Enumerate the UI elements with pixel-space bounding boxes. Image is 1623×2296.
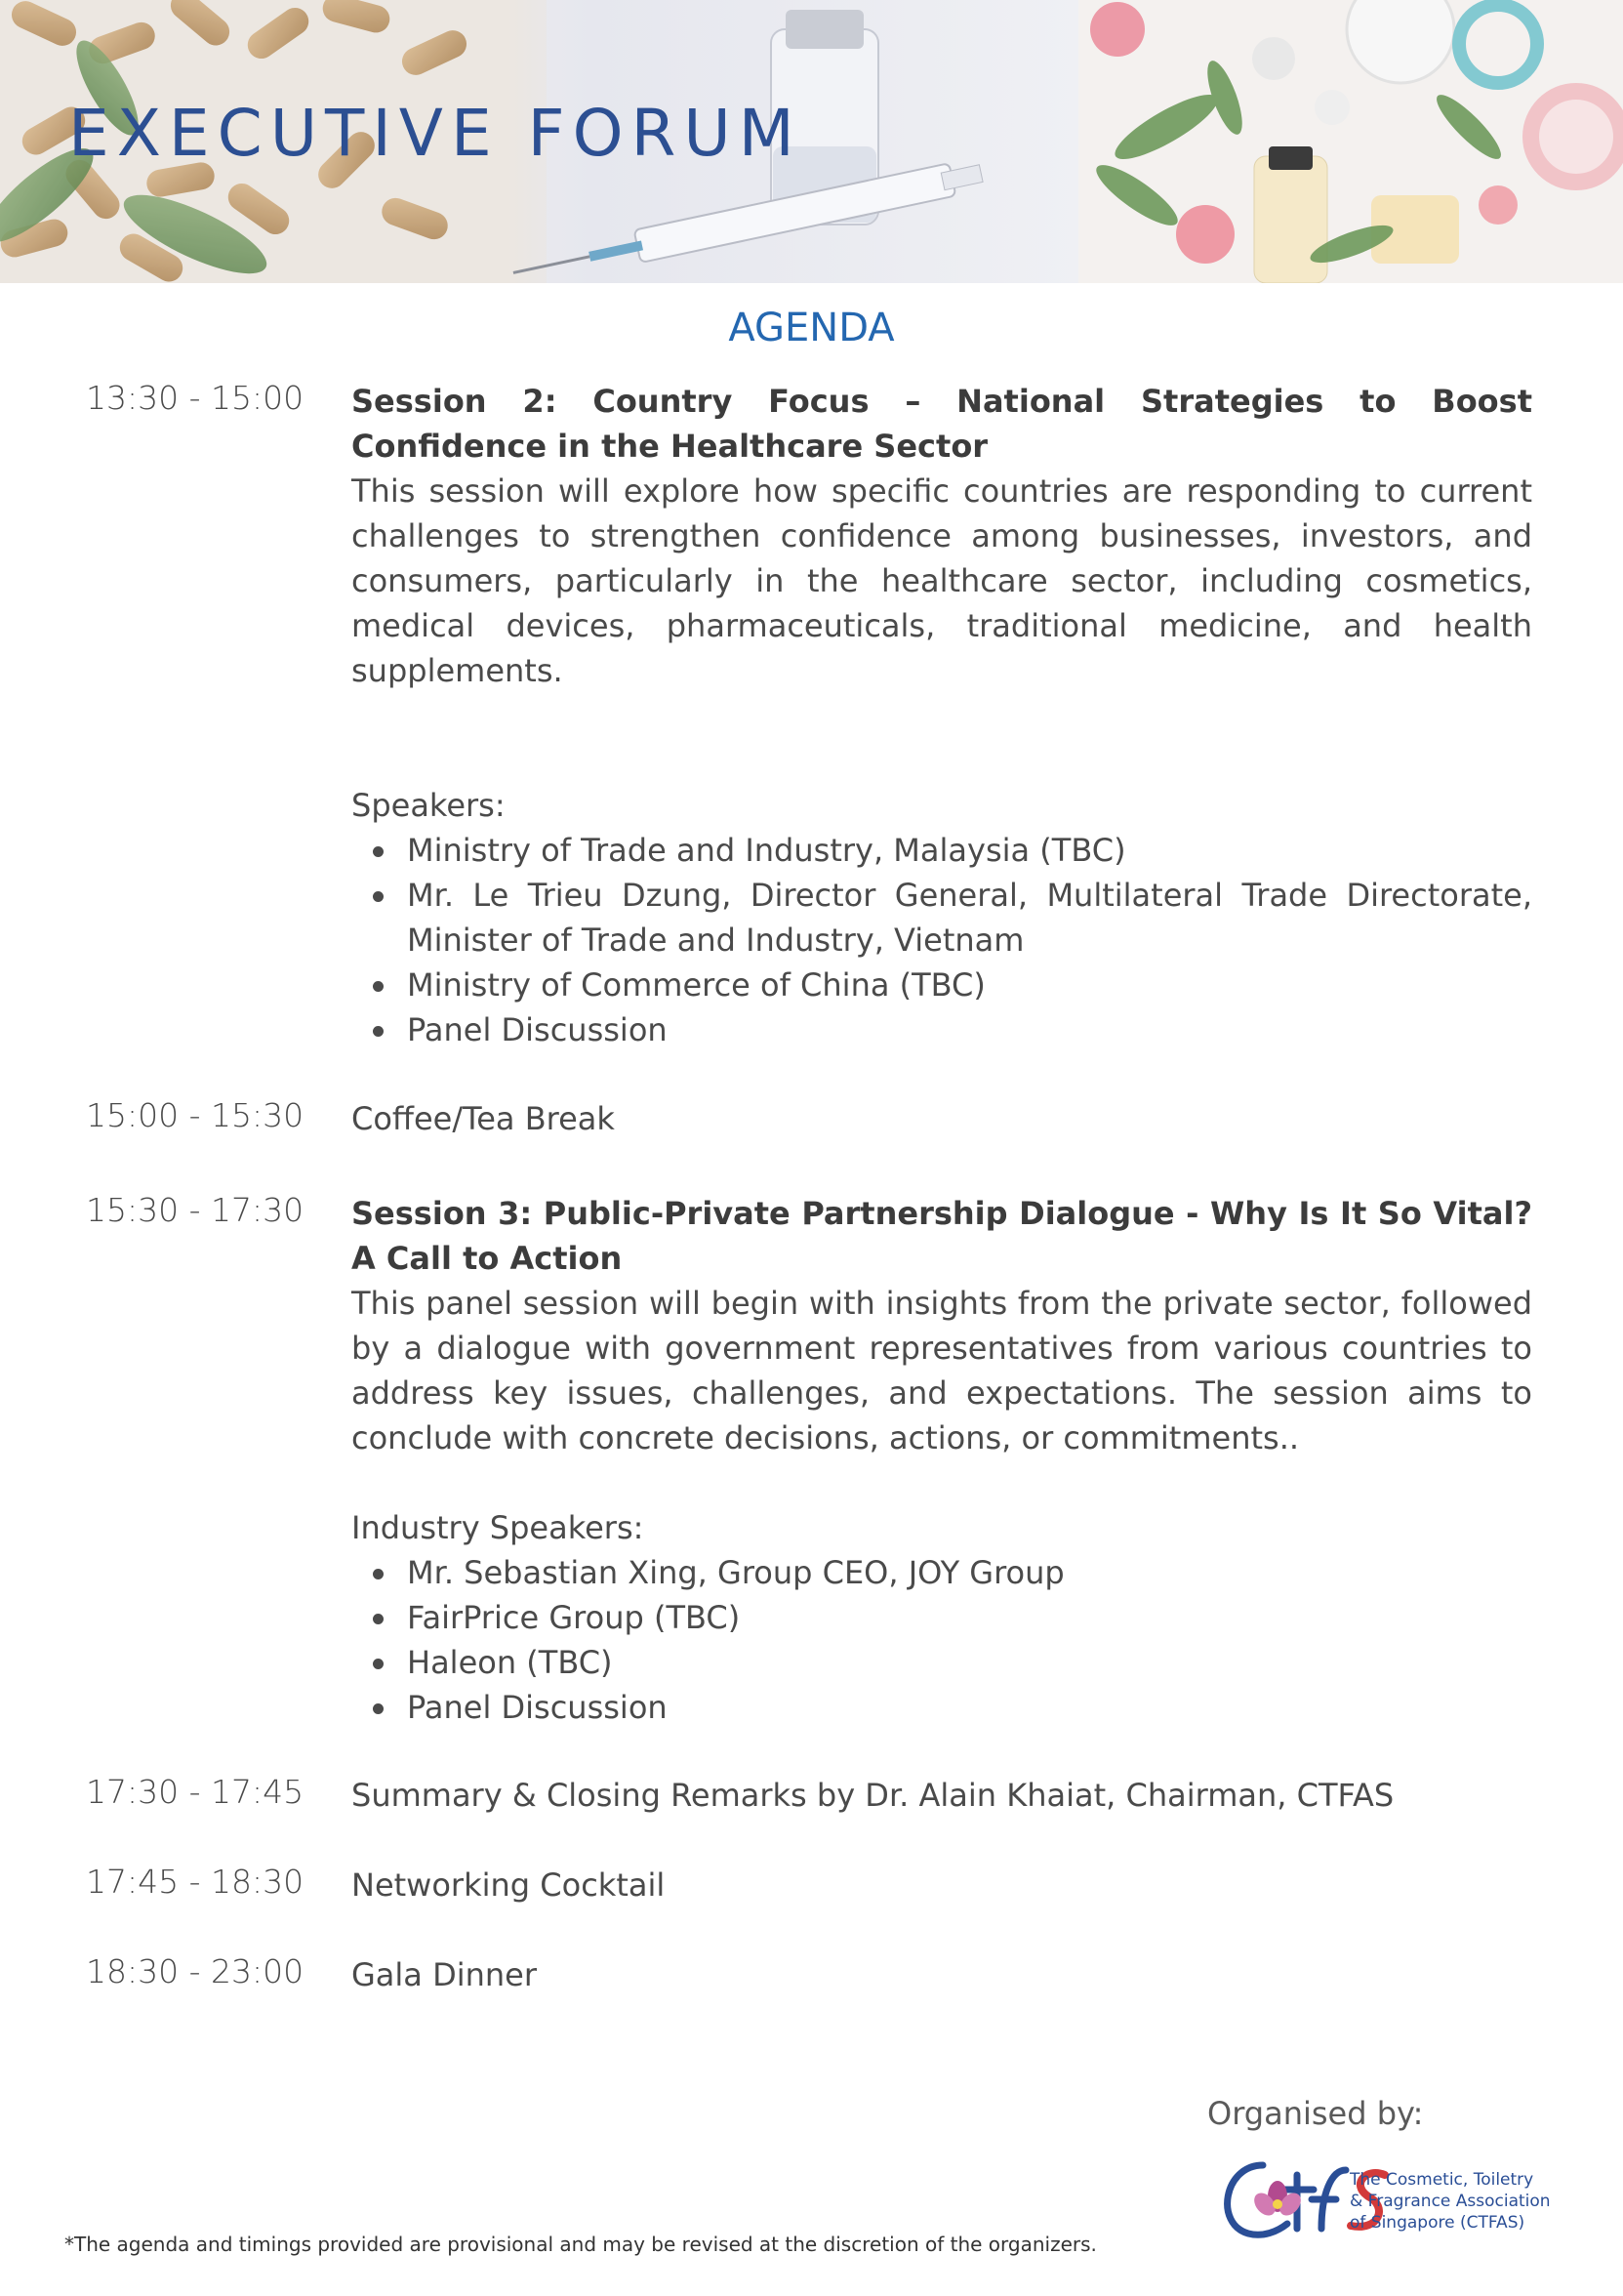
speaker-list <box>351 1550 1532 1730</box>
cosmetics-flowers-photo <box>1078 0 1623 283</box>
session-description: This session will explore how specific countries are responding to current challenges to strengthen confidence among businesses, investors, and consumers, particularly in the healthcare sector, including cosmetics, medical devices, pharmaceuticals, traditional medicine, and health supplements. <box>351 472 1532 689</box>
speaker-item <box>351 1007 1532 1052</box>
speakers-label: Speakers: <box>351 787 506 824</box>
bullet-icon <box>373 846 384 857</box>
logo-text-line: & Fragrance Association <box>1350 2192 1551 2211</box>
agenda-heading: AGENDA <box>728 306 895 350</box>
speaker-item <box>351 873 1532 963</box>
logo-text <box>1350 2169 1551 2234</box>
speaker-item <box>351 1640 1532 1685</box>
speaker-text: Ministry of Trade and Industry, Malaysia (TBC) <box>407 832 1126 869</box>
bullet-icon <box>373 1614 384 1624</box>
session-title: Session 3: Public-Private Partnership Dialogue - Why Is It So Vital? A Call to Action <box>351 1195 1532 1277</box>
session-content <box>351 379 1532 1052</box>
session-label: Coffee/Tea Break <box>351 1100 615 1137</box>
speaker-text: Panel Discussion <box>407 1689 668 1726</box>
speakers-label: Industry Speakers: <box>351 1509 644 1546</box>
speaker-item <box>351 1595 1532 1640</box>
bullet-icon <box>373 1703 384 1714</box>
speaker-text: Ministry of Commerce of China (TBC) <box>407 966 986 1004</box>
speaker-list <box>351 828 1532 1052</box>
session-label: Gala Dinner <box>351 1956 538 1993</box>
session-title: Session 2: Country Focus – National Strategies to Boost Confidence in the Healthcare Sector <box>351 383 1532 465</box>
session-time: 17:45 - 18:30 <box>86 1863 304 1901</box>
bullet-icon <box>373 1659 384 1669</box>
session-content <box>351 1191 1532 1730</box>
bullet-icon <box>373 1026 384 1037</box>
session-time: 15:30 - 17:30 <box>86 1191 304 1229</box>
header-banner <box>0 0 1623 283</box>
logo-text-line: of Singapore (CTFAS) <box>1350 2213 1525 2233</box>
session-label: Summary & Closing Remarks by Dr. Alain Khaiat, Chairman, CTFAS <box>351 1777 1395 1814</box>
banner-title: EXECUTIVE FORUM <box>68 96 802 171</box>
speaker-text: FairPrice Group (TBC) <box>407 1599 741 1636</box>
session-label: Networking Cocktail <box>351 1866 666 1904</box>
speaker-item <box>351 828 1532 873</box>
organised-by-label: Organised by: <box>1207 2095 1424 2132</box>
session-time: 18:30 - 23:00 <box>86 1952 304 1990</box>
bullet-icon <box>373 891 384 902</box>
bullet-icon <box>373 1569 384 1579</box>
footnote: *The agenda and timings provided are provisional and may be revised at the discretion of the organizers. <box>64 2233 1097 2256</box>
speaker-text: Mr. Sebastian Xing, Group CEO, JOY Group <box>407 1554 1065 1591</box>
session-time: 13:30 - 15:00 <box>86 379 304 417</box>
session-time: 15:00 - 15:30 <box>86 1096 304 1134</box>
logo-text-line: The Cosmetic, Toiletry <box>1350 2170 1534 2190</box>
speaker-text: Mr. Le Trieu Dzung, Director General, Multilateral Trade Directorate, Minister of Trade and Industry, Vietnam <box>407 877 1532 959</box>
session-description: This panel session will begin with insights from the private sector, followed by a dialogue with government representatives from various countries to address key issues, challenges, and expectations. The session aims to conclude with concrete decisions, actions, or commitments.. <box>351 1285 1532 1456</box>
bullet-icon <box>373 981 384 992</box>
speaker-item <box>351 1550 1532 1595</box>
speaker-text: Panel Discussion <box>407 1011 668 1048</box>
speaker-text: Haleon (TBC) <box>407 1644 613 1681</box>
speaker-item <box>351 963 1532 1007</box>
session-time: 17:30 - 17:45 <box>86 1773 304 1811</box>
speaker-item <box>351 1685 1532 1730</box>
